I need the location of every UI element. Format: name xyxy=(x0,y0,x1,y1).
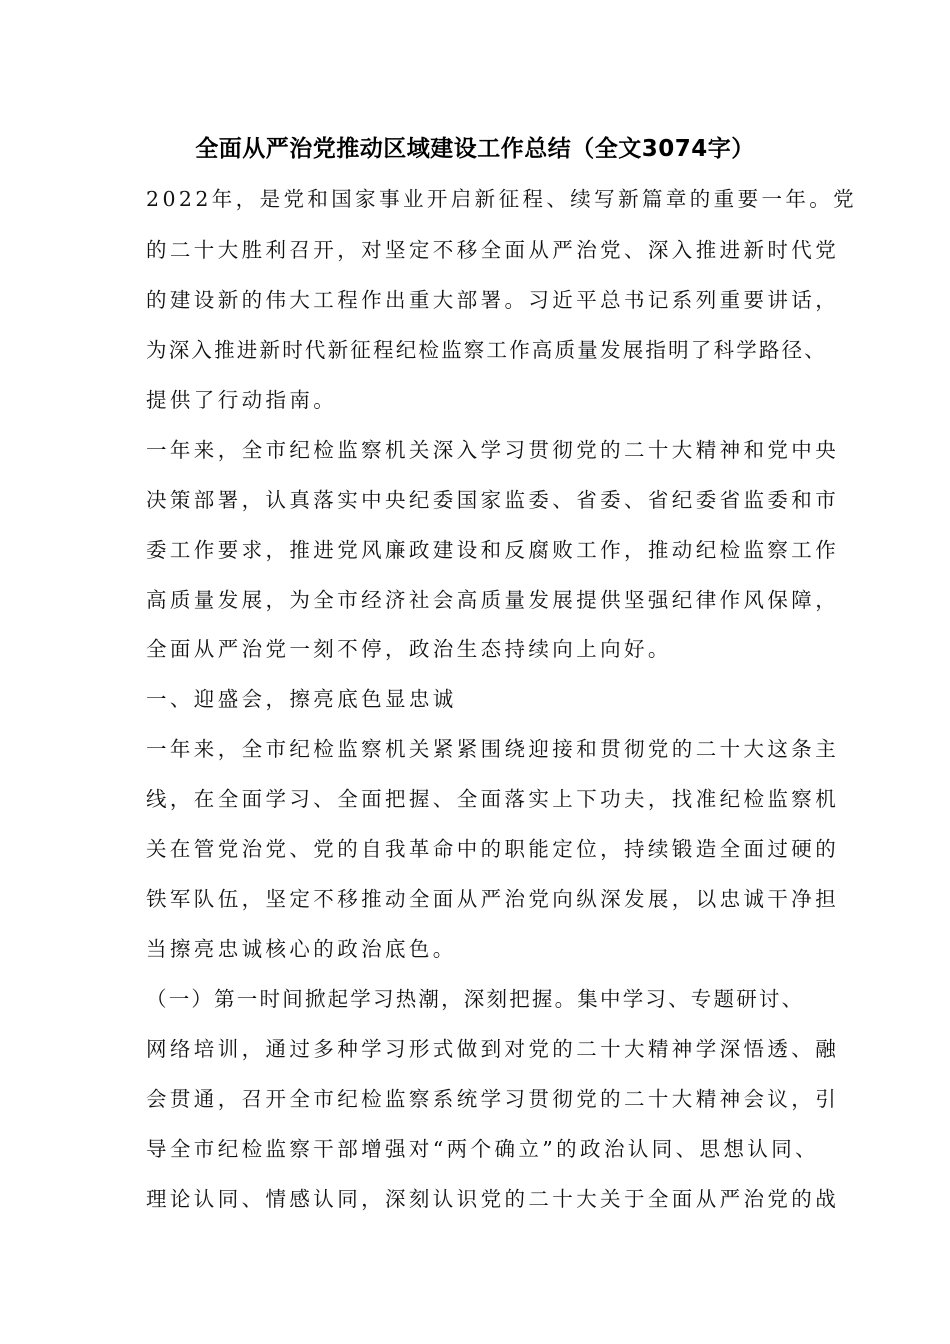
paragraph-line: 关在管党治党、党的自我革命中的职能定位，持续锻造全面过硬的 xyxy=(146,837,840,861)
section-heading: 一、迎盛会，擦亮底色显忠诚 xyxy=(146,687,457,711)
paragraph-line: 一年来，全市纪检监察机关深入学习贯彻党的二十大精神和党中央 xyxy=(146,438,840,462)
paragraph-line: 理论认同、情感认同，深刻认识党的二十大关于全面从严治党的战 xyxy=(146,1187,840,1211)
paragraph-line: 一年来，全市纪检监察机关紧紧围绕迎接和贯彻党的二十大这条主 xyxy=(146,737,840,761)
paragraph-line: 全面从严治党一刻不停，政治生态持续向上向好。 xyxy=(146,637,672,661)
paragraph-line: 当擦亮忠诚核心的政治底色。 xyxy=(146,937,457,961)
paragraph-line: 2022年，是党和国家事业开启新征程、续写新篇章的重要一年。党 xyxy=(146,187,858,211)
paragraph-line: 决策部署，认真落实中央纪委国家监委、省委、省纪委省监委和市 xyxy=(146,488,840,512)
paragraph-line: 的建设新的伟大工程作出重大部署。习近平总书记系列重要讲话， xyxy=(146,288,840,312)
paragraph-line: 网络培训，通过多种学习形式做到对党的二十大精神学深悟透、融 xyxy=(146,1037,840,1061)
paragraph-line: 高质量发展，为全市经济社会高质量发展提供坚强纪律作风保障， xyxy=(146,588,840,612)
paragraph-line: （一）第一时间掀起学习热潮，深刻把握。集中学习、专题研讨、 xyxy=(146,987,805,1011)
paragraph-line: 铁军队伍，坚定不移推动全面从严治党向纵深发展，以忠诚干净担 xyxy=(146,887,840,911)
paragraph-line: 的二十大胜利召开，对坚定不移全面从严治党、深入推进新时代党 xyxy=(146,238,840,262)
paragraph-line: 为深入推进新时代新征程纪检监察工作高质量发展指明了科学路径、 xyxy=(146,338,827,362)
paragraph-line: 导全市纪检监察干部增强对“两个确立”的政治认同、思想认同、 xyxy=(146,1137,820,1161)
paragraph-line: 会贯通，召开全市纪检监察系统学习贯彻党的二十大精神会议，引 xyxy=(146,1087,840,1111)
paragraph-line: 线，在全面学习、全面把握、全面落实上下功夫，找准纪检监察机 xyxy=(146,787,840,811)
document-title: 全面从严治党推动区域建设工作总结（全文3074字） xyxy=(195,136,755,162)
paragraph-line: 提供了行动指南。 xyxy=(146,388,338,412)
paragraph-line: 委工作要求，推进党风廉政建设和反腐败工作，推动纪检监察工作 xyxy=(146,538,840,562)
